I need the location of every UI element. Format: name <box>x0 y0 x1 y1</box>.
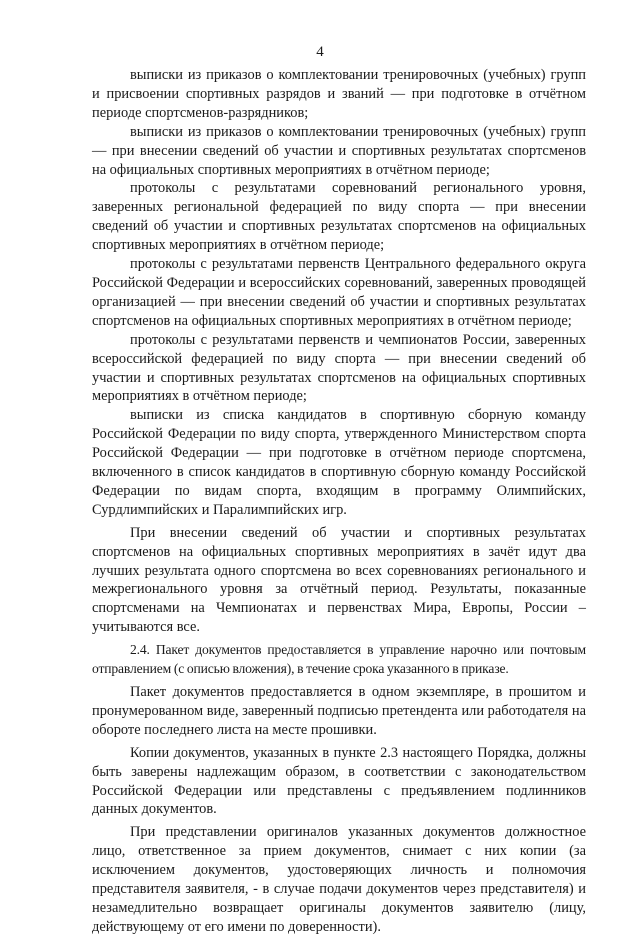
paragraph-section-2-4: 2.4. Пакет документов предоставляется в управление нарочно или почтовым отправлением (с описью вложения), в течение срока указанного в приказе. <box>92 642 586 677</box>
paragraph-results-counting: При внесении сведений об участии и спортивных результатах спортсменов на официальных спортивных мероприятиях в зачёт идут два лучших результата одного спортсмена во всех соревнованиях регионального и межрегионального уровня за отчётный период. Результаты, показанные спортсменами на Чемпионатах и первенствах Мира, Европы, России – учитываются все. <box>92 524 586 636</box>
paragraph-protocols-regional: протоколы с результатами соревнований регионального уровня, заверенных региональной федерацией по виду спорта — при внесении сведений об участии и спортивных результатах спортсменов на официальных спортивных мероприятиях в отчётном периоде; <box>92 180 586 254</box>
paragraph-protocols-central-district: протоколы с результатами первенств Центрального федерального округа Российской Федерации и всероссийских соревнований, заверенных проводящей организацией — при внесении сведений об участии и спортивных результатах спортсменов на официальных спортивных мероприятиях в отчётном периоде; <box>92 256 586 329</box>
paragraph-package-single-copy: Пакет документов предоставляется в одном экземпляре, в прошитом и пронумерованном виде, заверенный подписью претендента или работодателя на обороте последнего листа на месте прошивки. <box>92 684 586 738</box>
paragraph-copies-certified: Копии документов, указанных в пункте 2.3 настоящего Порядка, должны быть заверены надлежащим образом, в соответствии с законодательством Российской Федерации или представлены с предъявлением подлинников данных документов. <box>92 744 586 818</box>
paragraph-extracts-training-groups-results: выписки из приказов о комплектовании тренировочных (учебных) групп — при внесении сведений об участии и спортивных результатах спортсменов на официальных спортивных мероприятиях в отчётном периоде; <box>92 123 586 178</box>
paragraph-national-team-candidates: выписки из списка кандидатов в спортивную сборную команду Российской Федерации по виду спорта, утвержденного Министерством спорта Российской Федерации — при подготовке в отчётном периоде спортсмена, включенного в список кандидатов в спортивную сборную команду Российской Федерации по видам спорта, входящим в программу Олимпийских, Сурдлимпийских и Паралимпийских игр. <box>92 407 586 518</box>
page-number: 4 <box>316 44 324 60</box>
paragraph-extracts-training-groups-ranks: выписки из приказов о комплектовании тренировочных (учебных) групп и присвоении спортивных разрядов и званий — при подготовке в отчётном периоде спортсменов-разрядников; <box>92 67 586 121</box>
paragraph-originals-return: При представлении оригиналов указанных документов должностное лицо, ответственное за прием документов, снимает с них копии (за исключением документов, удостоверяющих личность и полномочия представителя заявителя, - в случае подачи документов через представителя) и незамедлительно возвращает оригиналы документов заявителю (лицу, действующему от его имени по доверенности). <box>92 824 586 935</box>
document-body <box>92 66 586 937</box>
paragraph-protocols-russia-championships: протоколы с результатами первенств и чемпионатов России, заверенных всероссийской федерацией по виду спорта — при внесении сведений об участии и спортивных результатах спортсменов на официальных спортивных мероприятиях в отчётном периоде; <box>92 331 586 405</box>
